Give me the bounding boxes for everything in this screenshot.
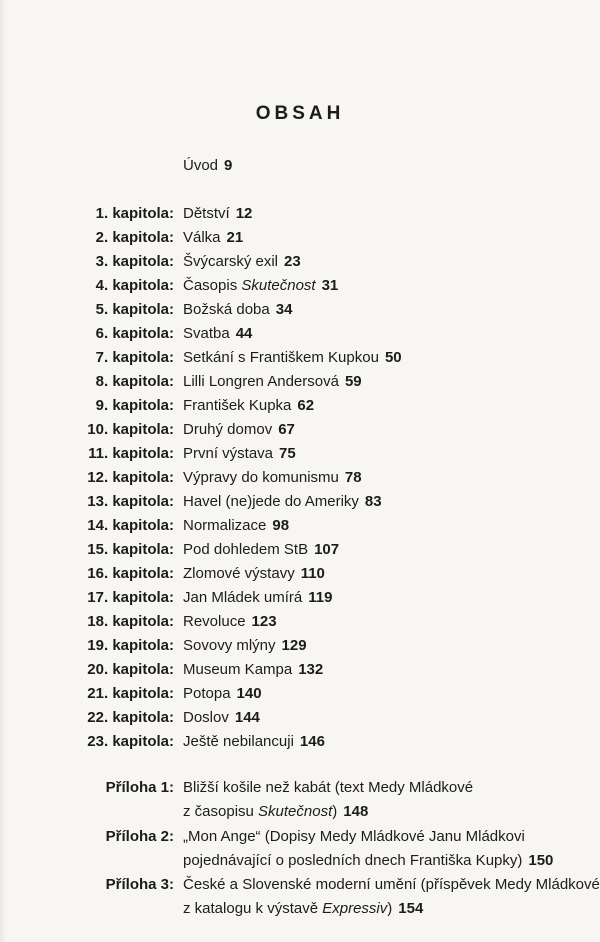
chapter-label: 12. kapitola: xyxy=(87,469,174,486)
appendix-line2-text: z časopisu xyxy=(183,803,254,820)
chapter-title: Ještě nebilancuji xyxy=(183,733,294,750)
intro-page: 9 xyxy=(224,157,233,174)
toc-row xyxy=(0,466,600,490)
chapter-title: Zlomové výstavy xyxy=(183,565,295,582)
appendix-line2 xyxy=(183,897,423,921)
intro-label: Úvod xyxy=(183,157,219,174)
chapter-label: 16. kapitola: xyxy=(87,565,174,582)
chapter-label: 21. kapitola: xyxy=(87,685,174,702)
chapter-entry xyxy=(183,658,323,682)
chapter-label: 14. kapitola: xyxy=(87,517,174,534)
chapter-title: Potopa xyxy=(183,685,231,702)
toc-row xyxy=(0,634,600,658)
chapter-entry xyxy=(183,250,301,274)
chapter-entry xyxy=(183,226,243,250)
appendix-line2 xyxy=(183,800,368,824)
chapter-entry xyxy=(183,346,402,370)
chapter-page: 123 xyxy=(251,613,277,630)
chapter-page: 107 xyxy=(314,541,340,558)
appendix-line2-italic: Expressiv xyxy=(322,900,388,917)
chapter-label: 22. kapitola: xyxy=(87,709,174,726)
chapter-page: 12 xyxy=(235,205,253,222)
toc-row xyxy=(0,610,600,634)
chapter-label: 1. kapitola: xyxy=(95,205,174,222)
appendix-line2-italic: Skutečnost xyxy=(258,803,333,820)
chapter-title: Sovovy mlýny xyxy=(183,637,276,654)
chapter-entry xyxy=(183,370,362,394)
chapter-entry xyxy=(183,418,295,442)
chapter-entry xyxy=(183,442,296,466)
chapter-entry xyxy=(183,202,252,226)
chapter-page: 146 xyxy=(299,733,325,750)
chapter-entry xyxy=(183,514,289,538)
chapter-title: Válka xyxy=(183,229,221,246)
chapter-page: 132 xyxy=(298,661,324,678)
toc-row xyxy=(0,562,600,586)
toc-row xyxy=(0,514,600,538)
chapter-page: 34 xyxy=(275,301,293,318)
toc-row xyxy=(0,442,600,466)
chapter-title: Švýcarský exil xyxy=(183,253,279,270)
appendix-label: Příloha 2: xyxy=(105,828,174,845)
chapter-label: 19. kapitola: xyxy=(87,637,174,654)
appendix-line2-tail: ) xyxy=(332,803,338,820)
chapter-label: 2. kapitola: xyxy=(95,229,174,246)
chapter-page: 78 xyxy=(344,469,362,486)
appendix-line2 xyxy=(183,849,553,873)
chapter-title: Havel (ne)jede do Ameriky xyxy=(183,493,359,510)
chapter-page: 119 xyxy=(308,589,333,606)
chapter-entry xyxy=(183,634,307,658)
chapter-label: 6. kapitola: xyxy=(95,325,174,342)
chapter-label: 18. kapitola: xyxy=(87,613,174,630)
chapter-title: Výpravy do komunismu xyxy=(183,469,339,486)
chapter-page: 62 xyxy=(297,397,315,414)
chapter-entry xyxy=(183,586,332,610)
toc-row xyxy=(0,274,600,298)
toc-row xyxy=(0,394,600,418)
chapter-title: Svatba xyxy=(183,325,230,342)
chapter-title: Museum Kampa xyxy=(183,661,293,678)
chapter-title: Časopis xyxy=(183,277,238,294)
chapter-entry xyxy=(183,730,325,754)
toc-row xyxy=(0,250,600,274)
toc-row xyxy=(0,538,600,562)
appendix-page: 148 xyxy=(343,803,369,820)
chapter-label: 3. kapitola: xyxy=(95,253,174,270)
appendix-page: 154 xyxy=(398,900,424,917)
appendix-page: 150 xyxy=(528,852,554,869)
toc-row xyxy=(0,682,600,706)
toc-row xyxy=(0,586,600,610)
appendix-line2-tail: ) xyxy=(387,900,393,917)
chapter-page: 98 xyxy=(272,517,290,534)
chapter-title: Setkání s Františkem Kupkou xyxy=(183,349,379,366)
toc-row xyxy=(0,298,600,322)
toc-row xyxy=(0,322,600,346)
chapter-page: 110 xyxy=(300,565,325,582)
chapter-label: 10. kapitola: xyxy=(87,421,174,438)
chapter-title: Božská doba xyxy=(183,301,270,318)
toc-row xyxy=(0,202,600,226)
chapter-title: Druhý domov xyxy=(183,421,273,438)
chapter-title: Jan Mládek umírá xyxy=(183,589,303,606)
chapter-entry xyxy=(183,466,362,490)
chapter-entry xyxy=(183,610,277,634)
chapter-title: Doslov xyxy=(183,709,229,726)
chapter-page: 23 xyxy=(284,253,301,270)
chapter-label: 11. kapitola: xyxy=(88,445,174,462)
appendix-line1: „Mon Ange“ (Dopisy Medy Mládkové Janu Mládkovi xyxy=(183,828,525,845)
appendix-line1: České a Slovenské moderní umění (příspěvek Medy Mládkové xyxy=(183,876,600,893)
chapter-label: 8. kapitola: xyxy=(95,373,174,390)
chapter-entry xyxy=(183,538,339,562)
toc-row xyxy=(0,226,600,250)
chapter-entry xyxy=(183,394,314,418)
toc-row xyxy=(0,706,600,730)
chapter-entry xyxy=(183,322,252,346)
chapter-title: František Kupka xyxy=(183,397,292,414)
chapter-page: 75 xyxy=(279,445,296,462)
chapter-title: Lilli Longren Andersová xyxy=(183,373,339,390)
appendix-label: Příloha 3: xyxy=(105,876,174,893)
appendix-line2-text: pojednávající o posledních dnech Františka Kupky) xyxy=(183,852,523,869)
page-title: OBSAH xyxy=(255,103,345,124)
toc-row xyxy=(0,418,600,442)
chapter-title: První výstava xyxy=(183,445,274,462)
chapter-title: Revoluce xyxy=(183,613,246,630)
toc-row xyxy=(0,490,600,514)
chapter-label: 23. kapitola: xyxy=(87,733,174,750)
chapter-title: Dětství xyxy=(183,205,230,222)
chapter-entry xyxy=(183,562,325,586)
chapter-page: 144 xyxy=(234,709,260,726)
chapter-page: 140 xyxy=(236,685,262,702)
toc-row xyxy=(0,370,600,394)
appendix-line1: Bližší košile než kabát (text Medy Mládkové xyxy=(183,779,474,796)
chapter-page: 129 xyxy=(281,637,307,654)
chapter-label: 4. kapitola: xyxy=(95,277,174,294)
chapter-label: 7. kapitola: xyxy=(95,349,174,366)
chapter-entry xyxy=(183,682,262,706)
chapter-label: 13. kapitola: xyxy=(87,493,174,510)
chapter-page: 83 xyxy=(364,493,382,510)
chapter-page: 59 xyxy=(344,373,362,390)
chapter-title: Pod dohledem StB xyxy=(183,541,309,558)
chapter-label: 15. kapitola: xyxy=(87,541,174,558)
intro-entry xyxy=(183,157,232,174)
chapter-entry xyxy=(183,706,260,730)
chapter-label: 9. kapitola: xyxy=(95,397,174,414)
chapter-entry xyxy=(183,490,382,514)
chapter-label: 17. kapitola: xyxy=(87,589,174,606)
toc-row xyxy=(0,730,600,754)
chapter-title: Normalizace xyxy=(183,517,267,534)
chapter-page: 67 xyxy=(278,421,295,438)
chapter-page: 50 xyxy=(384,349,402,366)
chapter-page: 44 xyxy=(235,325,253,342)
appendix-line2-text: z katalogu k výstavě xyxy=(183,900,319,917)
chapter-entry xyxy=(183,274,338,298)
chapter-page: 31 xyxy=(321,277,339,294)
toc-row xyxy=(0,346,600,370)
toc-row xyxy=(0,658,600,682)
chapter-label: 20. kapitola: xyxy=(87,661,174,678)
chapter-label: 5. kapitola: xyxy=(95,301,174,318)
appendix-label: Příloha 1: xyxy=(105,779,174,796)
chapter-page: 21 xyxy=(226,229,244,246)
chapter-entry xyxy=(183,298,292,322)
chapter-title-italic: Skutečnost xyxy=(241,277,316,294)
